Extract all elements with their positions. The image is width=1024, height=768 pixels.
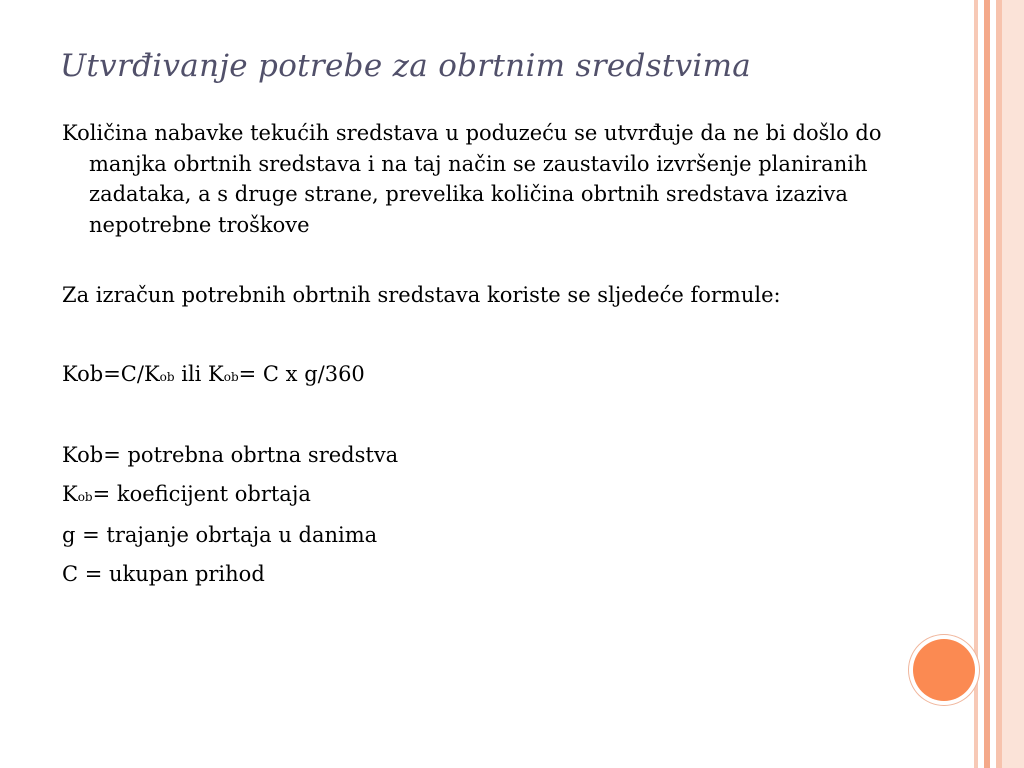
- slide-title: Utvrđivanje potrebe za obrtnim sredstvima: [60, 48, 752, 84]
- formula-part-2: ili K: [174, 361, 224, 386]
- slide-content: [62, 118, 902, 589]
- formula-line: [62, 359, 902, 393]
- definition-k-sub: ob: [77, 489, 93, 504]
- definition-kob-coefficient: [62, 479, 902, 513]
- formula-part-1: Kob=C/K: [62, 361, 160, 386]
- definition-k-rest: = koeficijent obrtaja: [92, 481, 311, 506]
- decorative-orange-circle: [913, 639, 975, 701]
- definition-g: g = trajanje obrtaja u danima: [62, 523, 378, 547]
- formula-part-3: = C x g/360: [238, 361, 365, 386]
- definition-k: K: [62, 481, 78, 506]
- formula-sub-2: ob: [223, 369, 239, 384]
- formula-intro: Za izračun potrebnih obrtnih sredstava koriste se sljedeće formule:: [62, 283, 781, 307]
- intro-paragraph: Količina nabavke tekućih sredstava u poduzeću se utvrđuje da ne bi došlo do manjka obrtnih sredstava i na taj način se zaustavilo izvršenje planiranih zadataka, a s druge strane, prevelika količina obrtnih sredstava izaziva nepotrebne troškove: [62, 121, 882, 237]
- formula-sub-1: ob: [159, 369, 175, 384]
- definition-kob: Kob= potrebna obrtna sredstva: [62, 443, 399, 467]
- border-stripe-6: [1002, 0, 1024, 768]
- definition-c: C = ukupan prihod: [62, 561, 265, 586]
